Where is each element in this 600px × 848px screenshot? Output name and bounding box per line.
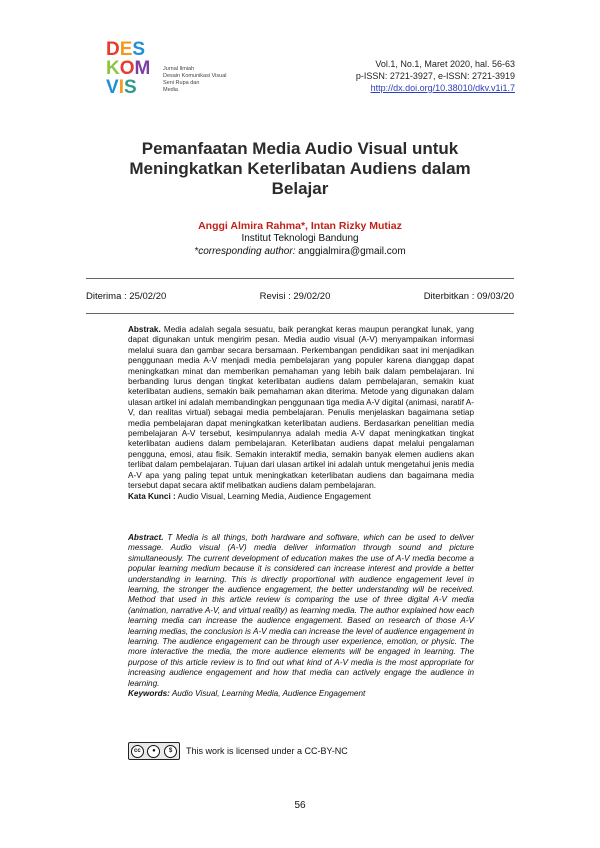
nc-icon: $	[164, 745, 177, 758]
by-icon: ●	[147, 745, 160, 758]
logo-letter: K	[106, 58, 120, 79]
logo-row	[106, 40, 158, 59]
abstract-label: Abstract.	[128, 533, 164, 542]
issn-info: p-ISSN: 2721-3927, e-ISSN: 2721-3919	[355, 71, 515, 81]
divider-top	[86, 278, 514, 279]
abstract-text: T Media is all things, both hardware and software, which can be used to deliver message. Audio visual (A-V) media deliver information through sound and picture simultaneously. The current development of education makes the use of A-V media become a popular learning medium because it is considered can increase interest and provide a better understanding in learning. This is directly proportional with audience engagement level in learning, the stronger the audience engagement, the better understanding will be received. Method that used in this article review is comparing the use of three digital A-V media (animation, narrative A-V, and virtual reality) as learning media. The author explained how each learning media can increase the audience engagement. Based on research of those A-V learning medias, the conclusion is A-V media can increase the level of audience engagement in learning. The audience engagement can be through user experience, emotion, or physic. The more interactive the media, the more audience elements will be engaged in learning. The purpose of this article review is to find out what kind of A-V media is the most appropriate for increasing audience engagement and how that media can actively engage the audience in learning.	[128, 533, 475, 688]
title-line: Belajar	[271, 179, 329, 198]
abstract-label: Abstrak.	[128, 325, 161, 334]
cc-icon: cc	[131, 745, 144, 758]
keywords-row	[128, 492, 474, 502]
logo-row	[106, 78, 158, 97]
logo-letter: D	[106, 39, 120, 60]
page-number: 56	[294, 800, 306, 811]
affiliation: Institut Teknologi Bandung	[241, 233, 359, 244]
abstract-text: Media adalah segala sesuatu, baik perangkat keras maupun perangkat lunak, yang dapat digunakan untuk mengirim pesan. Media audio visual (A-V) menyampaikan informasi melalui suara dan gambar secara bersamaan. Perkembangan pendidikan saat ini menjadikan penggunaan media A-V menjadi media pembelajaran yang populer karena dianggap dapat meningkatkan minat dan memberikan pemahaman yang lebih baik dalam pembelajaran. Ini berbanding lurus dengan tingkat keterlibatan audiens dalam pembelajaran, semakin kuat keterlibatan audiens, semakin baik pemahaman akan diterima. Metode yang digunakan dalam ulasan artikel ini adalah membandingkan penggunaan tiga media A-V digital (animasi, naratif A-V, dan realitas virtual) sebagai media pembelajaran. Penulis menjelaskan bagaimana setiap media pembelajaran dapat meningkatkan keterlibatan audiens. Berdasarkan penelitian media pembelajaran A-V tersebut, kesimpulannya adalah media A-V dapat meningkatkan tingkat keterlibatan audiens dalam pembelajaran. Keterlibatan audiens dapat melalui pengalaman pengguna, emosi, atau fisik. Semakin interaktif media, semakin banyak elemen audiens akan terlibat dalam pembelajaran. Tujuan dari ulasan artikel ini adalah untuk mengetahui jenis media A-V apa yang paling tepat untuk meningkatkan keterlibatan audiens dan bagaimana media tersebut dapat secara aktif melibatkan audiens dalam pembelajaran.	[128, 325, 474, 491]
article-title	[0, 139, 600, 199]
logo-letter: E	[119, 39, 133, 60]
received-date: Diterima : 25/02/20	[86, 291, 167, 302]
keywords-text: Audio Visual, Learning Media, Audience Engagement	[177, 491, 371, 501]
logo-letter: S	[123, 77, 137, 98]
corresponding-author	[0, 246, 600, 258]
logo-subtitle-line: Seni Rupa dan	[163, 80, 200, 86]
journal-logo	[106, 40, 158, 102]
abstract-indonesian	[128, 325, 474, 502]
journal-meta	[356, 58, 515, 94]
license-row	[128, 742, 348, 760]
divider-bottom	[86, 313, 514, 314]
logo-letter: I	[118, 77, 124, 98]
doi-link[interactable]: http://dx.doi.org/10.38010/dkv.v1i1.7	[370, 83, 515, 93]
logo-subtitle-line: Media	[163, 87, 178, 93]
keywords-label: Kata Kunci :	[128, 491, 176, 501]
logo-letter: M	[134, 58, 151, 79]
logo-letter: O	[119, 58, 135, 79]
authors: Anggi Almira Rahma*, Intan Rizky Mutiaz	[198, 220, 402, 232]
cc-badge[interactable]	[128, 742, 180, 760]
keywords-text: Audio Visual, Learning Media, Audience Engagement	[171, 689, 366, 699]
corresponding-label: *corresponding author:	[194, 246, 296, 257]
dates-row	[86, 291, 514, 302]
abstract-english	[128, 533, 474, 700]
published-date: Diterbitkan : 09/03/20	[423, 291, 514, 302]
keywords-row	[128, 689, 474, 699]
logo-subtitle	[163, 66, 253, 94]
keywords-label: Keywords:	[128, 689, 170, 699]
license-text: This work is licensed under a CC-BY-NC	[186, 746, 348, 756]
volume-info: Vol.1, No.1, Maret 2020, hal. 56-63	[375, 59, 515, 69]
logo-letter: S	[132, 39, 146, 60]
author-email[interactable]: anggialmira@gmail.com	[298, 246, 406, 257]
logo-subtitle-line: Desain Komunikasi Visual	[163, 73, 227, 79]
revised-date: Revisi : 29/02/20	[259, 291, 331, 302]
logo-subtitle-line: Jurnal Ilmiah	[163, 66, 195, 72]
logo-letter: V	[106, 77, 119, 98]
title-line: Pemanfaatan Media Audio Visual untuk	[141, 139, 459, 158]
logo-row	[106, 59, 158, 78]
title-line: Meningkatkan Keterlibatan Audiens dalam	[129, 159, 471, 178]
